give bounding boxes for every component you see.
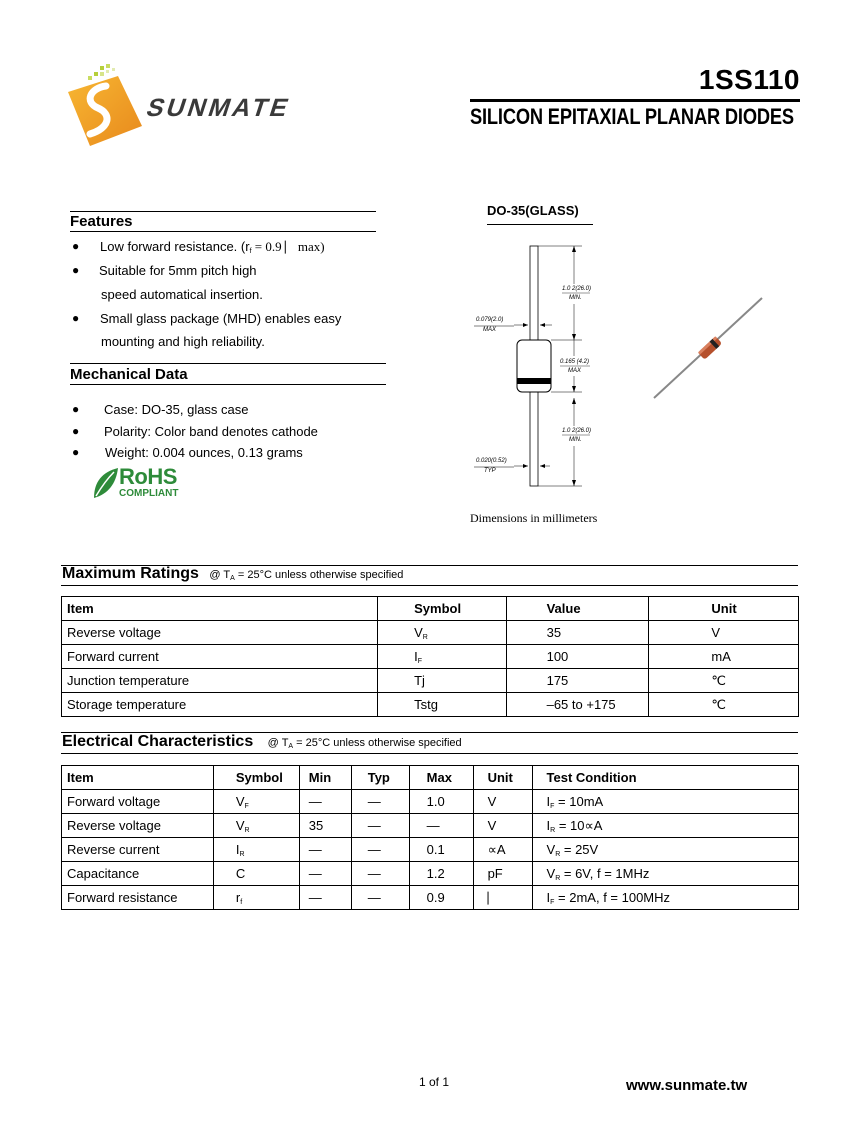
table-row: Storage temperature Tstg –65 to +175 ℃	[62, 693, 799, 717]
col-header-symbol: Symbol	[378, 597, 506, 621]
mechanical-heading: Mechanical Data	[70, 366, 188, 383]
feature-item-continued: speed automatical insertion.	[101, 287, 263, 302]
table-row: Capacitance C — — 1.2 pF $V_R = 6V$, f = 1MHz	[62, 862, 799, 886]
rohs-compliant: COMPLIANT	[119, 488, 179, 499]
table-header-row	[62, 597, 799, 621]
electrical-table	[61, 765, 799, 910]
svg-text:TYP: TYP	[484, 468, 496, 474]
max-ratings-heading-row	[62, 565, 403, 583]
website-link[interactable]: www.sunmate.tw	[626, 1077, 748, 1094]
col-header-unit: Unit	[649, 597, 799, 621]
electrical-condition: @ $T_A = 25^\circ C$ unless otherwise specified	[267, 737, 462, 750]
feature-item-continued: mounting and high reliability.	[101, 334, 265, 349]
mechanical-bottom-rule	[70, 384, 386, 385]
svg-text:MIN.: MIN.	[569, 295, 582, 301]
table-row: Reverse voltage $V_R$ 35 — — V $I_R = 10\propto A$	[62, 814, 799, 838]
title-rule	[470, 99, 800, 102]
max-ratings-bottom-rule	[61, 585, 798, 586]
svg-text:MAX: MAX	[568, 368, 582, 374]
svg-text:1.0 2(26.0): 1.0 2(26.0)	[562, 286, 592, 292]
features-bottom-rule	[70, 231, 376, 232]
max-ratings-table	[61, 596, 799, 717]
package-label-rule	[487, 224, 593, 225]
svg-text:MIN.: MIN.	[569, 437, 582, 443]
page-subtitle: SILICON EPITAXIAL PLANAR DIODES	[470, 104, 794, 129]
col-header-unit: Unit	[473, 766, 532, 790]
leaf-icon	[90, 466, 120, 500]
table-row: Reverse voltage $V_R$ 35 V	[62, 621, 799, 645]
svg-text:MAX: MAX	[483, 327, 497, 333]
max-ratings-condition: @ $T_A = 25^\circ C$ unless otherwise specified	[209, 569, 404, 582]
features-heading: Features	[70, 213, 133, 230]
dimensions-caption: Dimensions in millimeters	[470, 511, 598, 525]
rohs-badge	[90, 466, 200, 502]
max-ratings-title: Maximum Ratings	[62, 565, 199, 582]
diode-image	[650, 294, 766, 402]
electrical-heading-row	[62, 733, 462, 751]
table-row: Forward resistance $r_f$ — — 0.9 ⎸ $I_F = 2mA$, f = 100MHz	[62, 886, 799, 910]
package-drawing	[470, 240, 600, 490]
rohs-text: RoHS	[119, 464, 177, 489]
logo-wordmark: SUNMATE	[142, 94, 295, 122]
mechanical-top-rule	[70, 363, 386, 364]
svg-text:0.020(0.52): 0.020(0.52)	[476, 458, 507, 464]
electrical-bottom-rule	[61, 753, 798, 754]
col-header-min: Min	[299, 766, 351, 790]
col-header-value: Value	[506, 597, 649, 621]
col-header-test-condition: Test Condition	[532, 766, 798, 790]
table-row: Junction temperature Tj 175 ℃	[62, 669, 799, 693]
table-row: Forward voltage $V_F$ — — 1.0 V $I_F = 10mA$	[62, 790, 799, 814]
col-header-max: Max	[409, 766, 473, 790]
features-top-rule	[70, 211, 376, 212]
svg-text:0.165 (4.2): 0.165 (4.2)	[560, 359, 590, 365]
package-label: DO-35(GLASS)	[487, 203, 579, 218]
part-number-title: 1SS110	[698, 64, 800, 95]
table-row: Reverse current $I_R$ — — 0.1 ∝A $V_R = 25V$	[62, 838, 799, 862]
svg-text:0.079(2.0): 0.079(2.0)	[476, 317, 504, 323]
col-header-symbol: Symbol	[213, 766, 299, 790]
svg-text:1.0 2(26.0): 1.0 2(26.0)	[562, 428, 592, 434]
col-header-typ: Typ	[351, 766, 409, 790]
table-header-row	[62, 766, 799, 790]
col-header-item: Item	[62, 766, 214, 790]
page-number: 1 of 1	[419, 1075, 450, 1089]
company-logo	[60, 62, 322, 152]
electrical-title: Electrical Characteristics	[62, 733, 254, 750]
table-row: Forward current $I_F$ 100 mA	[62, 645, 799, 669]
col-header-item: Item	[62, 597, 378, 621]
